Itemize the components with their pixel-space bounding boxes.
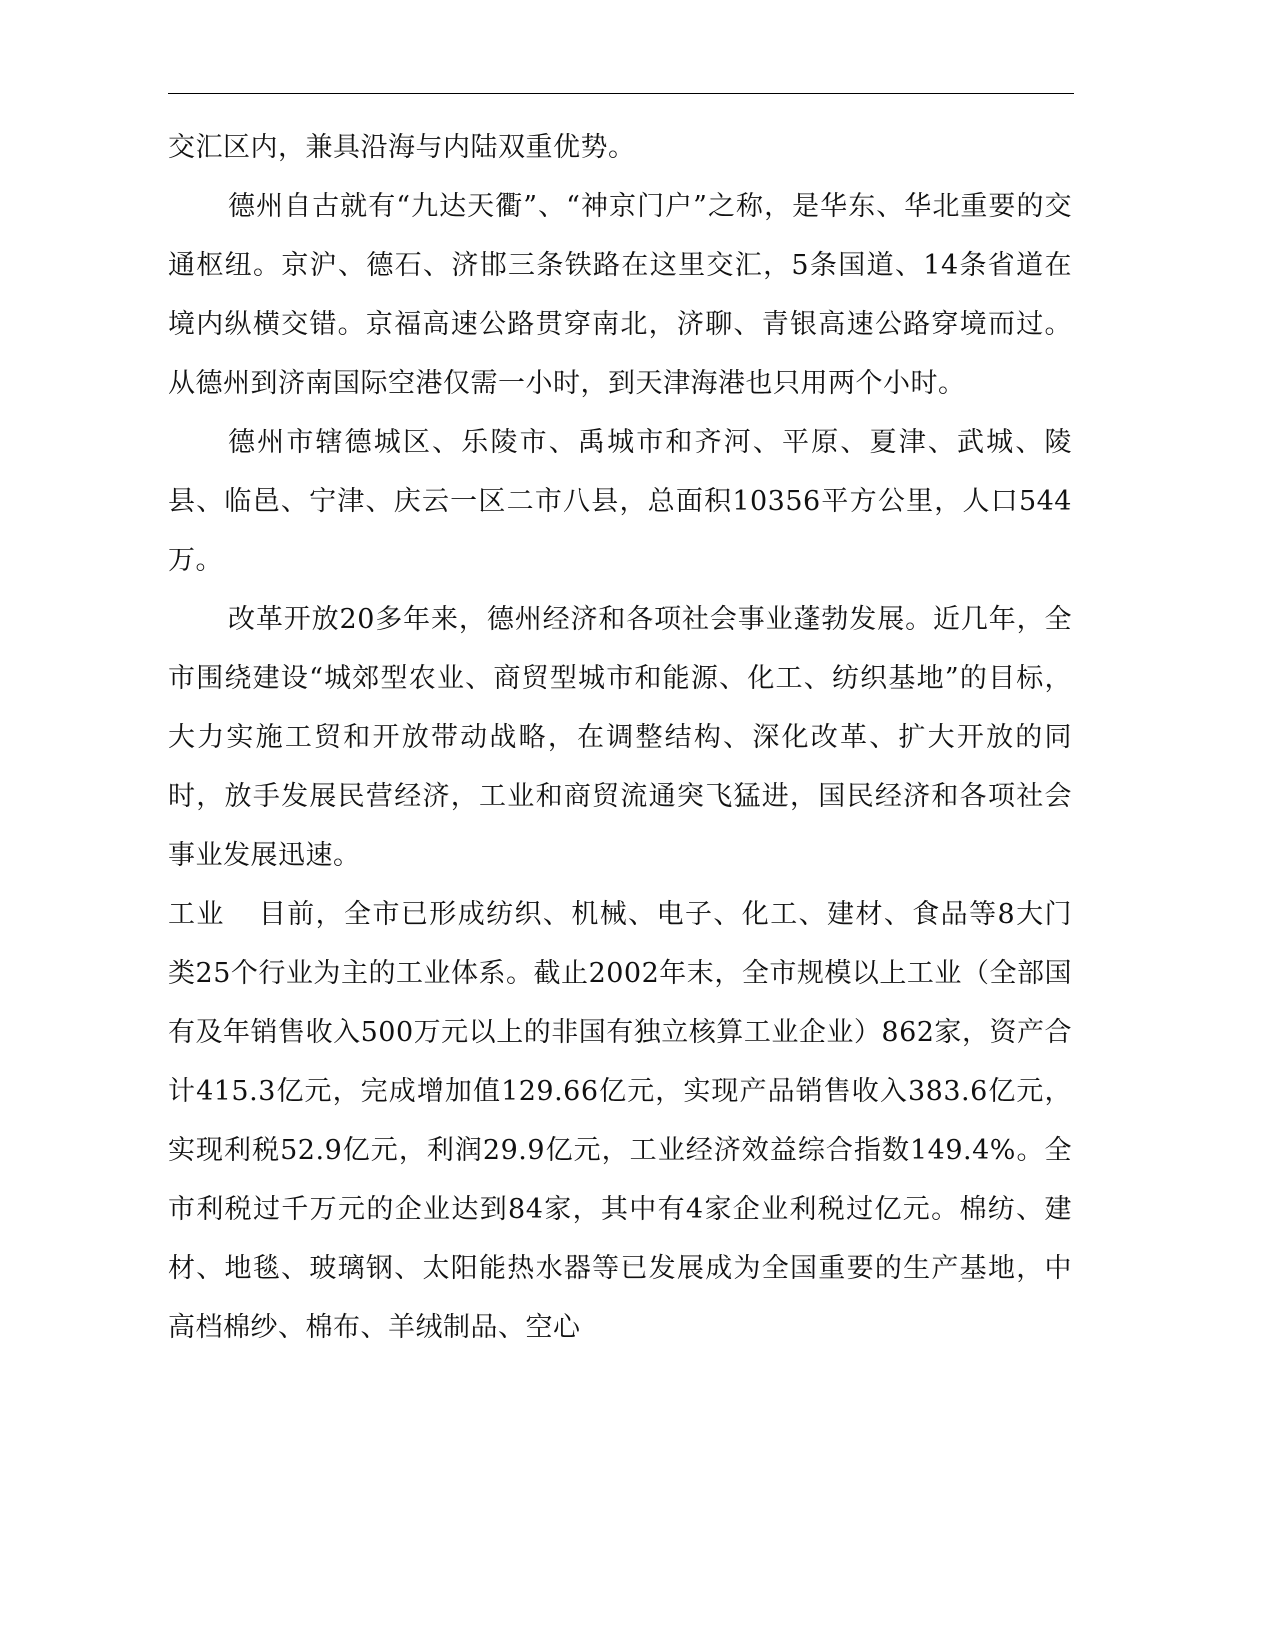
industry-text: 目前，全市已形成纺织、机械、电子、化工、建材、食品等8大门类25个行业为主的工业体系。截止2002年末，全市规模以上工业（全部国有及年销售收入500万元以上的非国有独立核算工业企业）862家，资产合计415.3亿元，完成增加值129.66亿元，实现产品销售收入383.6亿元，实现利税52.9亿元，利润29.9亿元，工业经济效益综合指数149.4%。全市利税过千万元的企业达到84家，其中有4家企业利税过亿元。棉纺、建材、地毯、玻璃钢、太阳能热水器等已发展成为全国重要的生产基地，中高档棉纱、棉布、羊绒制品、空心 [168,899,1072,1343]
paragraph-continuation: 交汇区内，兼具沿海与内陆双重优势。 [168,132,636,163]
paragraph-administration: 德州市辖德城区、乐陵市、禹城市和齐河、平原、夏津、武城、陵县、临邑、宁津、庆云一区二市八县，总面积10356平方公里，人口544万。 [168,427,1072,576]
header-rule [168,93,1074,94]
paragraph-reform: 改革开放20多年来，德州经济和各项社会事业蓬勃发展。近几年，全市围绕建设“城郊型农业、商贸型城市和能源、化工、纺织基地”的目标，大力实施工贸和开放带动战略，在调整结构、深化改革、扩大开放的同时，放手发展民营经济，工业和商贸流通突飞猛进，国民经济和各项社会事业发展迅速。 [168,604,1072,871]
document-body [168,118,1072,1357]
paragraph-transport: 德州自古就有“九达天衢”、“神京门户”之称，是华东、华北重要的交通枢纽。京沪、德石、济邯三条铁路在这里交汇，5条国道、14条省道在境内纵横交错。京福高速公路贯穿南北，济聊、青银高速公路穿境而过。从德州到济南国际空港仅需一小时，到天津海港也只用两个小时。 [168,191,1072,399]
industry-heading: 工业 [168,899,225,930]
paragraph-industry [168,885,1072,1357]
